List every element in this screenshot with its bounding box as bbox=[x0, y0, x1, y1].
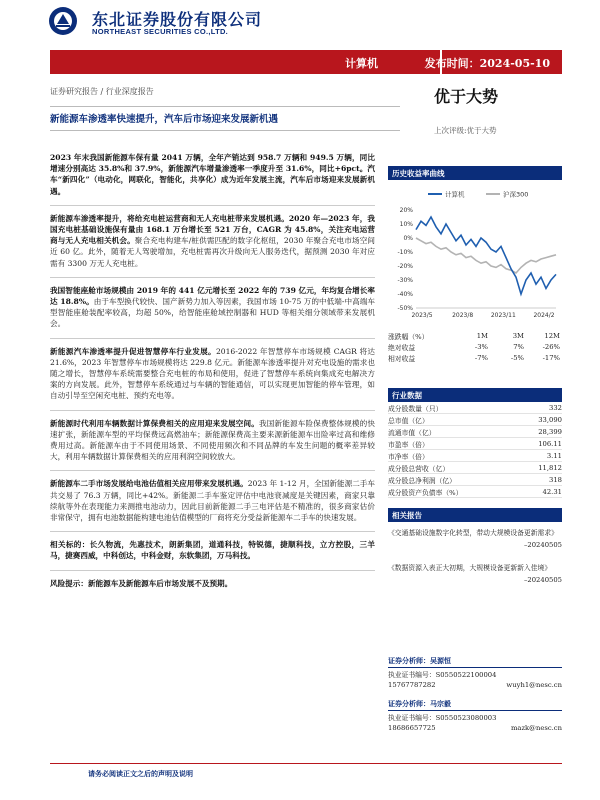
footer-disclaimer: 请务必阅读正文之后的声明及说明 bbox=[88, 769, 193, 778]
analyst-cert: 执业证书编号：S0550523080003 bbox=[388, 714, 497, 722]
related-report-link[interactable]: 《数据资源入表正大初期，大规模设备更新新入佳境》 bbox=[388, 564, 552, 572]
related-report-date: –20240505 bbox=[524, 576, 562, 584]
divider bbox=[50, 205, 375, 206]
industry-row: 成分股总营收（亿） 11,812 bbox=[388, 463, 562, 473]
related-reports bbox=[388, 508, 562, 584]
analyst-card bbox=[388, 699, 562, 733]
company-name-cn: 东北证券股份有限公司 bbox=[92, 10, 263, 29]
divider bbox=[50, 130, 400, 131]
divider bbox=[50, 570, 375, 571]
related-report-link[interactable]: 《交通基础设施数字化转型，带动大规模设备更新需求》 bbox=[388, 529, 558, 537]
analyst-email[interactable]: mazk@nesc.cn bbox=[510, 724, 562, 732]
industry-row: 市净率（倍） 3.11 bbox=[388, 451, 562, 461]
y-tick-label: -30% bbox=[397, 277, 413, 284]
divider bbox=[50, 531, 375, 532]
perf-section-title-wrap bbox=[388, 166, 562, 180]
publish-date: 发布时间：2024-05-10 bbox=[424, 57, 550, 70]
body-paragraph: 新能源车渗透率提升，将给充电桩运营商和无人充电桩带来发展机遇。2020 年—2023 年，我国充电桩基础设施保有量由 168.1 万台增长至 521 万台，CAGR 为 45.8%，关注充电运营商与无人充电相关机会。聚合充电构建车/桩供需匹配的数字化枢纽，2030 年聚合充电市场空间近 60 亿。此外，随着无人驾驶增加，充电桩需再次升级向无人服务迭代，据预测 2030 年对应需有 3300 万无人充电桩。 bbox=[50, 213, 375, 268]
perf-table-header: 涨跌幅（%） 1M 3M 12M bbox=[388, 331, 560, 341]
x-tick-label: 2023/8 bbox=[452, 312, 474, 319]
breadcrumb: 证券研究报告 / 行业深度报告 bbox=[50, 87, 154, 96]
body-paragraph: 我国智能座舱市场规模由 2019 年的 441 亿元增长至 2022 年的 739 亿元，年均复合增长率达 18.8%。由于车型换代较快、国产新势力加入等因素，我国市场 10-75 万的中低端-中高端车型智能座舱装配率较高，均超 50%，给智能座舱域控制器和 HUD 等相关细分领域带来发展机会。 bbox=[50, 285, 376, 329]
perf-table-row: 相对收益 -7% -5% -17% bbox=[388, 353, 560, 363]
industry-row: 成分股数量（只） 332 bbox=[388, 403, 562, 413]
divider bbox=[388, 710, 562, 711]
divider bbox=[50, 338, 375, 339]
analyst-name: 证券分析师：吴源恒 bbox=[388, 656, 451, 665]
y-tick-label: -50% bbox=[397, 305, 413, 312]
body-paragraph: 新能源汽车渗透率提升促进智慧停车行业发展。2016-2022 年智慧停车市场规模 CAGR 将达 21.6%，2023 年智慧停车市场规模将达 229.8 亿元。新能源车渗透率提升对充电设施的需求也随之增长，智慧停车系统需要整合充电桩的布局和使用，促进了智慧停车系统向集成充电解决方案的方向发展。此外，智慧停车系统通过与车辆的智能通信，可以实现更加智能的停车管理，如自动引导至空闲充电桩、预约充电等。 bbox=[50, 346, 376, 401]
previous-rating: 上次评级:优于大势 bbox=[434, 126, 497, 135]
divider bbox=[50, 410, 375, 411]
industry-row: 市盈率（倍） 106.11 bbox=[388, 439, 562, 449]
body-paragraph: 2023 年末我国新能源车保有量 2041 万辆，全年产销达到 958.7 万辆和 949.5 万辆，同比增速分别高达 35.8%和 37.9%，新能源汽车增量渗透率一季度升至 31.6%，同比+6pct。汽车“新四化”（电动化，网联化，智能化，共享化）成为近年发展主流，汽车后市场迎来发展新机遇。 bbox=[50, 153, 375, 196]
industry-row: 成分股总净利润（亿） 318 bbox=[388, 475, 562, 485]
legend-label: 沪深300 bbox=[503, 190, 529, 199]
header-bar bbox=[50, 50, 562, 74]
company-logo-icon bbox=[48, 6, 78, 36]
industry-data bbox=[388, 388, 562, 498]
industry-row: 成分股资产负债率（%） 42.31 bbox=[388, 487, 562, 497]
analyst-cert: 执业证书编号：S0550522100004 bbox=[388, 671, 497, 679]
industry-row: 总市值（亿） 33,090 bbox=[388, 415, 562, 425]
analyst-phone: 15767787282 bbox=[388, 681, 436, 689]
sector-label: 计算机 bbox=[345, 57, 378, 70]
perf-chart-svg bbox=[388, 182, 562, 330]
divider bbox=[50, 470, 375, 471]
related-targets: 相关标的：长久物流，先惠技术，朗新集团，道通科技，特锐德，捷顺科技，立方控股，三羊马，捷赛西威，中科创达，中科金财，东软集团，万马科技。 bbox=[50, 540, 375, 561]
y-tick-label: 0% bbox=[403, 235, 413, 242]
analyst-card bbox=[388, 656, 562, 690]
perf-chart bbox=[388, 182, 562, 330]
industry-section-title: 行业数据 bbox=[388, 388, 562, 402]
perf-table bbox=[388, 330, 562, 363]
divider bbox=[388, 667, 562, 668]
y-tick-label: -10% bbox=[397, 249, 413, 256]
perf-section-title: 历史收益率曲线 bbox=[388, 166, 562, 180]
risk-warning: 风险提示：新能源车及新能源车后市场发展不及预期。 bbox=[50, 578, 233, 588]
legend-label: 计算机 bbox=[445, 190, 465, 199]
perf-table-row: 绝对收益 -3% 7% -26% bbox=[388, 342, 560, 352]
divider bbox=[50, 277, 375, 278]
report-body bbox=[50, 152, 375, 597]
y-tick-label: 20% bbox=[399, 207, 413, 214]
x-tick-label: 2024/2 bbox=[533, 312, 555, 319]
x-tick-label: 2023/11 bbox=[490, 312, 516, 319]
report-headline: 新能源车渗透率快速提升，汽车后市场迎来发展新机遇 bbox=[50, 114, 279, 125]
y-tick-label: 10% bbox=[399, 221, 413, 228]
footer-divider bbox=[50, 763, 562, 764]
related-section-title: 相关报告 bbox=[388, 508, 562, 522]
y-tick-label: -40% bbox=[397, 291, 413, 298]
x-tick-label: 2023/5 bbox=[411, 312, 433, 319]
divider bbox=[50, 106, 400, 107]
series-line bbox=[416, 217, 556, 294]
company-name-en: NORTHEAST SECURITIES CO.,LTD. bbox=[92, 27, 229, 36]
y-tick-label: -20% bbox=[397, 263, 413, 270]
related-report-date: –20240505 bbox=[524, 541, 562, 549]
analyst-name: 证券分析师：马宗毅 bbox=[388, 699, 451, 708]
body-paragraph: 新能源时代利用车辆数据计算保费相关的应用迎来发展空间。我国新能源车险保费整体规模的快速扩张，新能源车型的平均保费远高燃油车；新能源保费高主要来源新能源车出险率过高和维修费用过高。新能源车由于不同使用场景、不同使用频次和不同品牌的车发生问题的概率差异较大，利用车辆数据计算保费相关的应用利润空间较放大。 bbox=[50, 418, 376, 462]
analyst-phone: 18686657725 bbox=[388, 724, 436, 732]
body-paragraph: 新能源车二手市场发展给电池估值相关应用带来发展机遇。2023 年 1-12 月，全国新能源二手车共交易了 76.3 万辆，同比+42%。新能源二手车鉴定评估中电池衰减度是关键因素，商家只靠续航等外在表现能力来测推电池动力，因此目前新能源二手三电评估是不精准的，很多商家估价非常保守，拥有电池数据能构建电池估值模型的厂商将充分受益新能源车二手车的快速发展。 bbox=[50, 479, 375, 523]
analyst-email[interactable]: wuyh1@nesc.cn bbox=[506, 681, 562, 689]
industry-row: 流通市值（亿） 28,399 bbox=[388, 427, 562, 437]
rating: 优于大势 bbox=[434, 87, 499, 106]
